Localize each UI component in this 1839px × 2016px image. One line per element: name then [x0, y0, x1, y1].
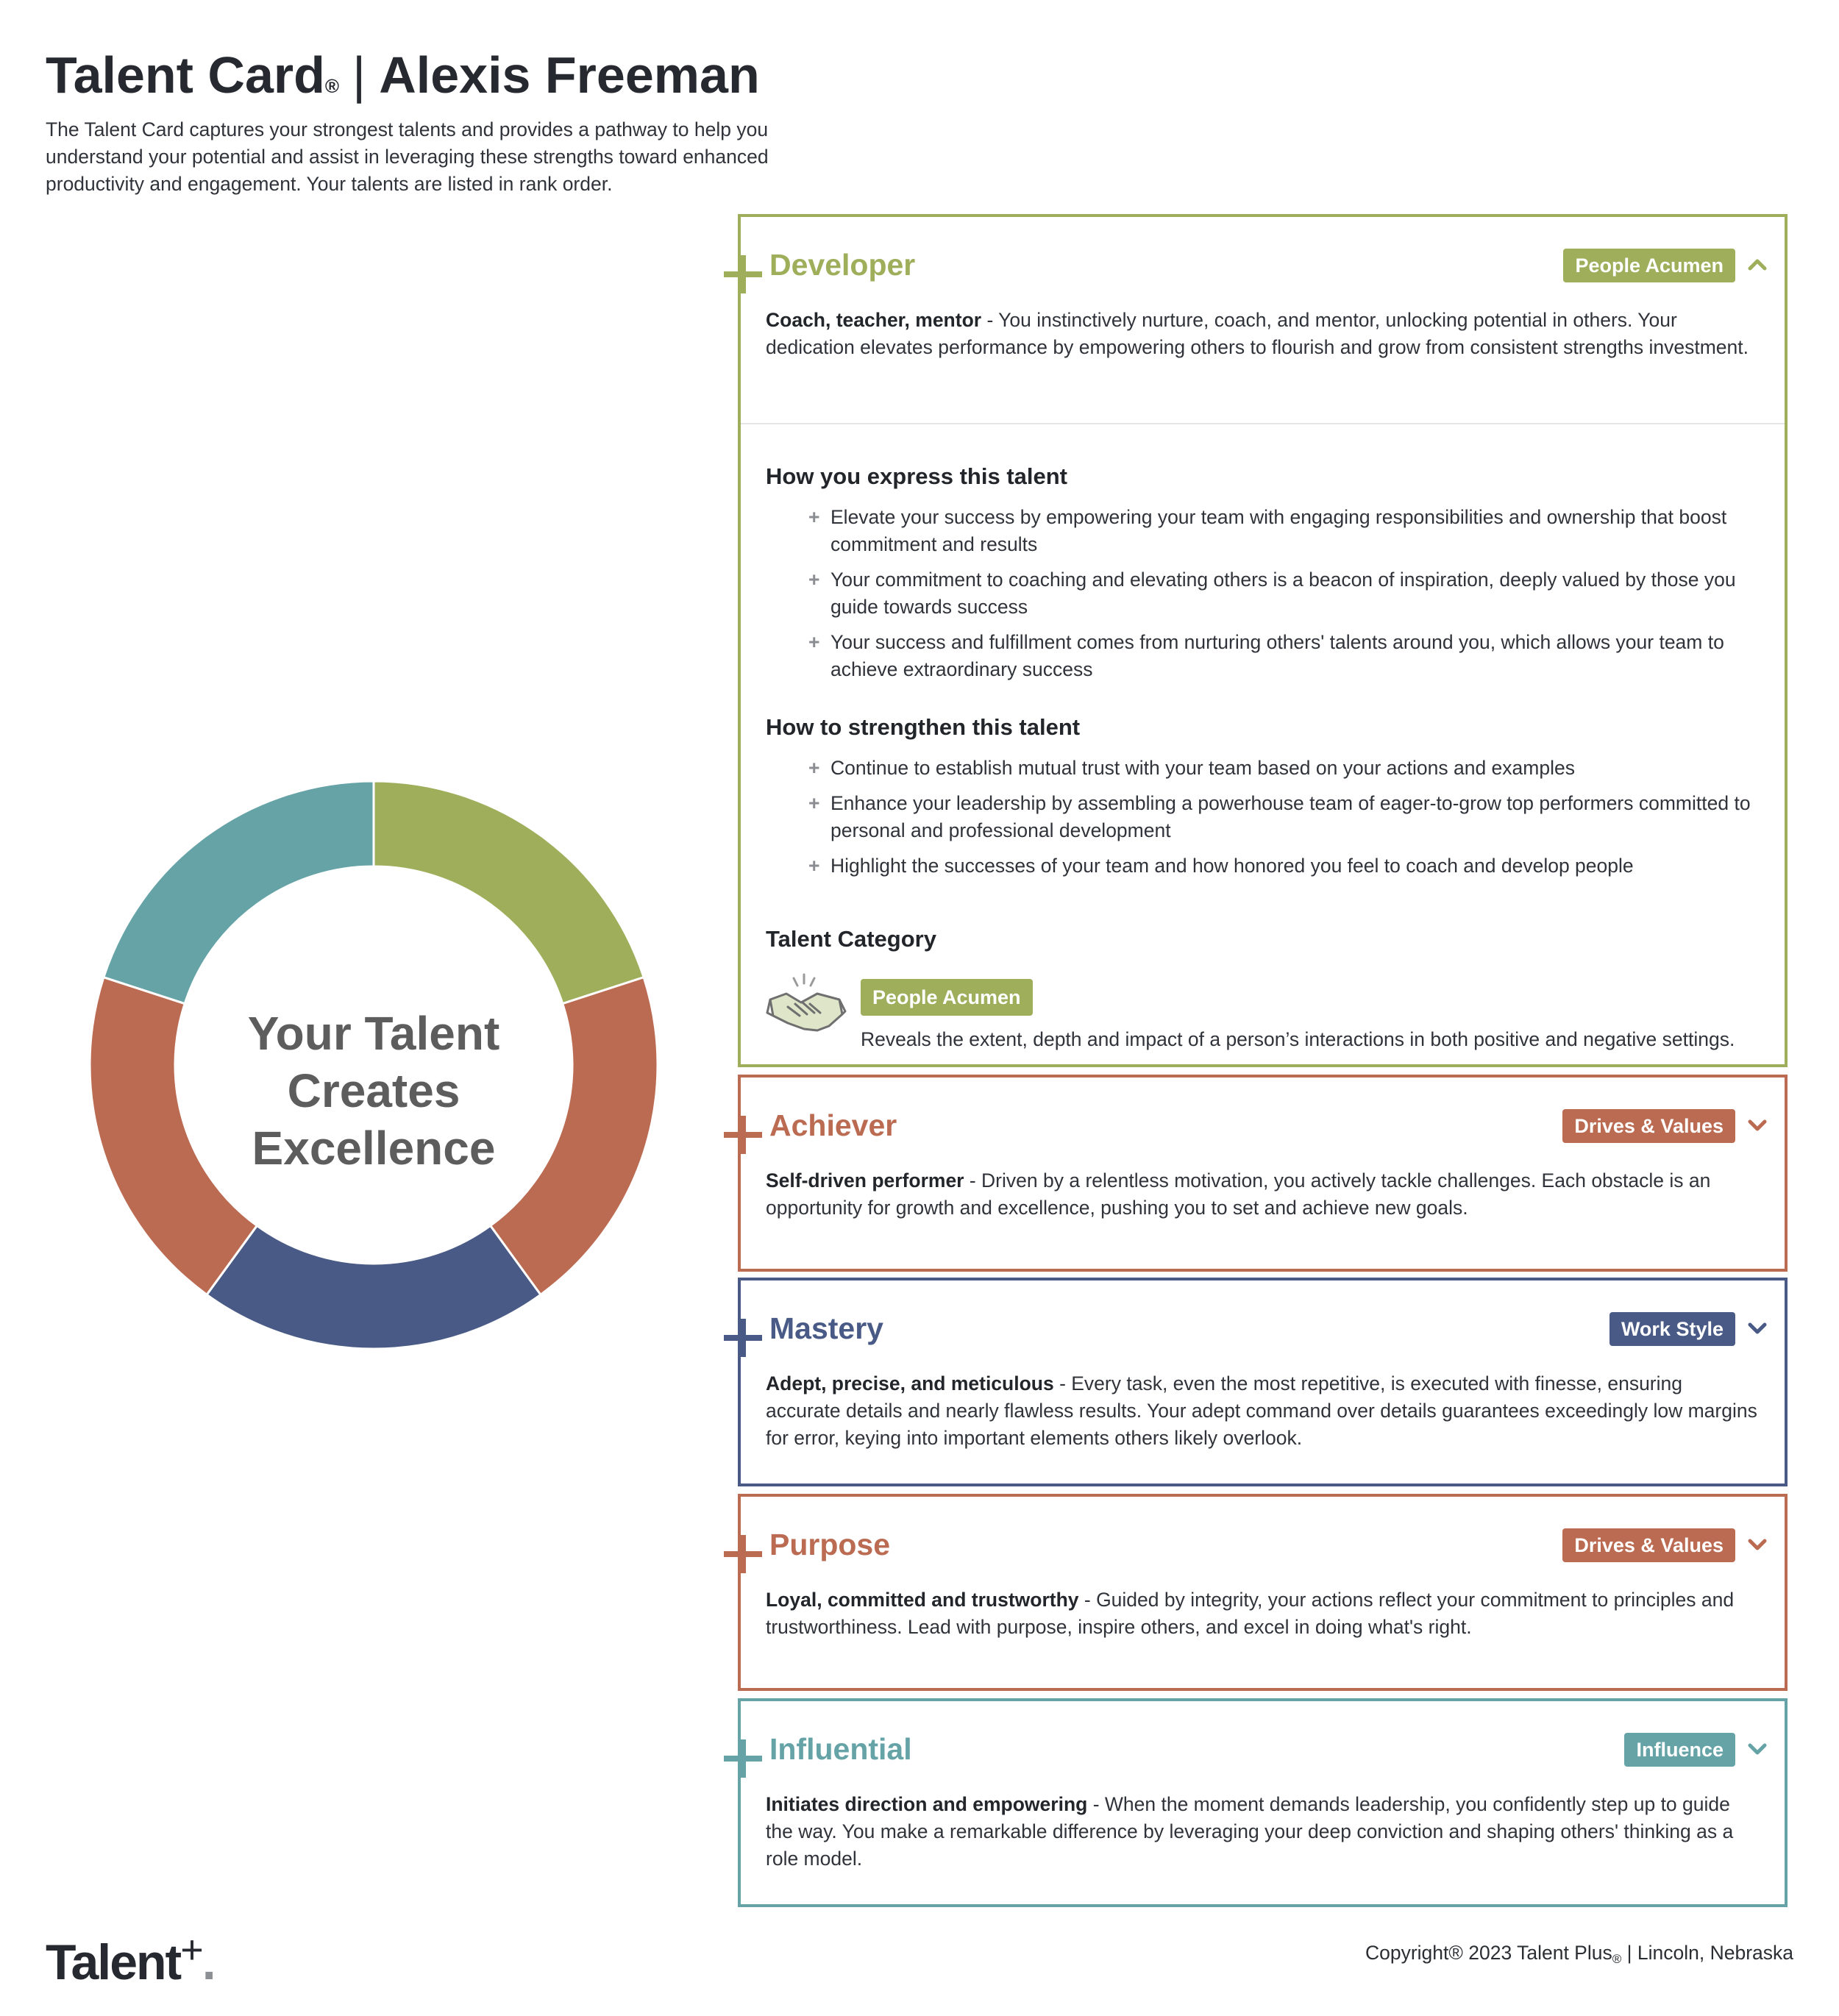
- talent-summary: [766, 307, 1759, 361]
- donut-segment: [90, 977, 257, 1295]
- talent-text: - When the moment demands leadership, you confidently step up to guide the way. You make a remarkable difference by leveraging your deep conviction and shaping others' thinking as a role model.: [766, 1793, 1734, 1870]
- plus-icon: [724, 1116, 762, 1154]
- talent-lead: Coach, teacher, mentor: [766, 309, 982, 331]
- talent-plus-logo: [46, 1927, 215, 1991]
- title-separator: |: [352, 46, 366, 104]
- person-name: Alexis Freeman: [379, 46, 760, 104]
- category-badge: People Acumen: [861, 979, 1033, 1016]
- title-main: Talent Card: [46, 46, 325, 104]
- talent-name: Purpose: [769, 1528, 891, 1561]
- plus-icon: [724, 1319, 762, 1357]
- donut-segment: [207, 1225, 541, 1349]
- talent-text: - Driven by a relentless motivation, you actively tackle challenges. Each obstacle is an opportunity for growth and excellence, pushing you to set and achieve new goals.: [766, 1169, 1711, 1219]
- list-item: + Elevate your success by empowering your team with engaging responsibilities and ownership that boost commitment and results: [808, 504, 1765, 558]
- donut-segment: [104, 781, 374, 1004]
- handshake-icon: [766, 972, 847, 1038]
- chevron-down-icon[interactable]: [1746, 1534, 1768, 1556]
- talent-name: Achiever: [769, 1108, 897, 1142]
- strengthen-list: [808, 755, 1765, 888]
- list-item: + Continue to establish mutual trust with your team based on your actions and examples: [808, 755, 1765, 782]
- donut-segment: [374, 781, 644, 1004]
- talent-card-achiever: [738, 1075, 1788, 1272]
- chevron-down-icon[interactable]: [1746, 1738, 1768, 1760]
- list-item: + Your commitment to coaching and elevating others is a beacon of inspiration, deeply valued by those you guide towards success: [808, 566, 1765, 621]
- donut-segment: [491, 977, 658, 1295]
- chevron-down-icon[interactable]: [1746, 1317, 1768, 1339]
- donut-center-line2: Creates: [287, 1064, 460, 1117]
- talent-category-section: [741, 926, 1785, 1073]
- donut-center-line1: Your Talent: [247, 1007, 500, 1060]
- category-badge: Work Style: [1609, 1312, 1735, 1346]
- talent-text: - Every task, even the most repetitive, is executed with finesse, ensuring accurate details and nearly flawless results. Your adept command over details guarantees exceedingly low margins for error, keying into important elements others likely overlook.: [766, 1372, 1757, 1449]
- chevron-down-icon[interactable]: [1746, 1114, 1768, 1136]
- page-title: [46, 46, 760, 104]
- donut-svg: [85, 776, 663, 1354]
- express-heading: How you express this talent: [766, 463, 1067, 489]
- logo-plus: +: [180, 1928, 202, 1972]
- express-list: [808, 504, 1765, 691]
- title-registered-mark: ®: [324, 75, 340, 97]
- talent-details: [741, 423, 1785, 1050]
- donut-center-line3: Excellence: [252, 1122, 496, 1175]
- talent-name: Mastery: [769, 1311, 883, 1345]
- list-item: + Enhance your leadership by assembling a powerhouse team of eager-to-grow top performers committed to personal and professional development: [808, 790, 1765, 844]
- talent-lead: Adept, precise, and meticulous: [766, 1372, 1054, 1395]
- list-item: + Highlight the successes of your team and how honored you feel to coach and develop people: [808, 852, 1765, 880]
- list-item: + Your success and fulfillment comes from nurturing others' talents around you, which allows your team to achieve extraordinary success: [808, 629, 1765, 683]
- copyright-text: Copyright® 2023 Talent Plus: [1365, 1942, 1612, 1964]
- category-description: Reveals the extent, depth and impact of a person’s interactions in both positive and negative settings.: [861, 1028, 1735, 1050]
- category-badge: Drives & Values: [1562, 1109, 1735, 1143]
- talent-summary: [766, 1370, 1759, 1452]
- copyright: [1365, 1942, 1793, 1967]
- copyright-location: | Lincoln, Nebraska: [1621, 1942, 1793, 1964]
- talent-summary: [766, 1586, 1759, 1641]
- talent-lead: Self-driven performer: [766, 1169, 964, 1192]
- talent-name: Influential: [769, 1732, 912, 1766]
- talent-card-influential: [738, 1698, 1788, 1907]
- chevron-up-icon[interactable]: [1746, 254, 1768, 276]
- talent-name: Developer: [769, 248, 916, 282]
- talent-summary: [766, 1167, 1759, 1222]
- talent-card-developer: [738, 214, 1788, 1067]
- category-heading: Talent Category: [766, 926, 936, 952]
- talent-text: - You instinctively nurture, coach, and mentor, unlocking potential in others. Your dedication elevates performance by empowering others to flourish and grow from consistent strengths investment.: [766, 309, 1749, 358]
- category-badge: Influence: [1624, 1733, 1735, 1767]
- logo-dot: .: [202, 1934, 215, 1990]
- talent-summary: [766, 1791, 1759, 1873]
- talent-donut: [85, 776, 663, 1354]
- talent-card-mastery: [738, 1278, 1788, 1486]
- talent-card-purpose: [738, 1494, 1788, 1691]
- intro-text: The Talent Card captures your strongest talents and provides a pathway to help you understand your potential and assist in leveraging these strengths toward enhanced productivity and engagement. Your talents are listed in rank order.: [46, 118, 769, 195]
- strengthen-heading: How to strengthen this talent: [766, 714, 1081, 740]
- category-badge: Drives & Values: [1562, 1528, 1735, 1562]
- category-badge: People Acumen: [1563, 249, 1735, 282]
- talent-lead: Loyal, committed and trustworthy: [766, 1589, 1079, 1611]
- talent-text: - Guided by integrity, your actions reflect your commitment to principles and trustworthiness. Lead with purpose, inspire others, and excel in doing what's right.: [766, 1589, 1735, 1638]
- copyright-reg: ®: [1612, 1952, 1622, 1966]
- logo-text: Talent: [46, 1934, 181, 1990]
- plus-icon: [724, 255, 762, 293]
- plus-icon: [724, 1535, 762, 1573]
- plus-icon: [724, 1739, 762, 1778]
- talent-lead: Initiates direction and empowering: [766, 1793, 1088, 1815]
